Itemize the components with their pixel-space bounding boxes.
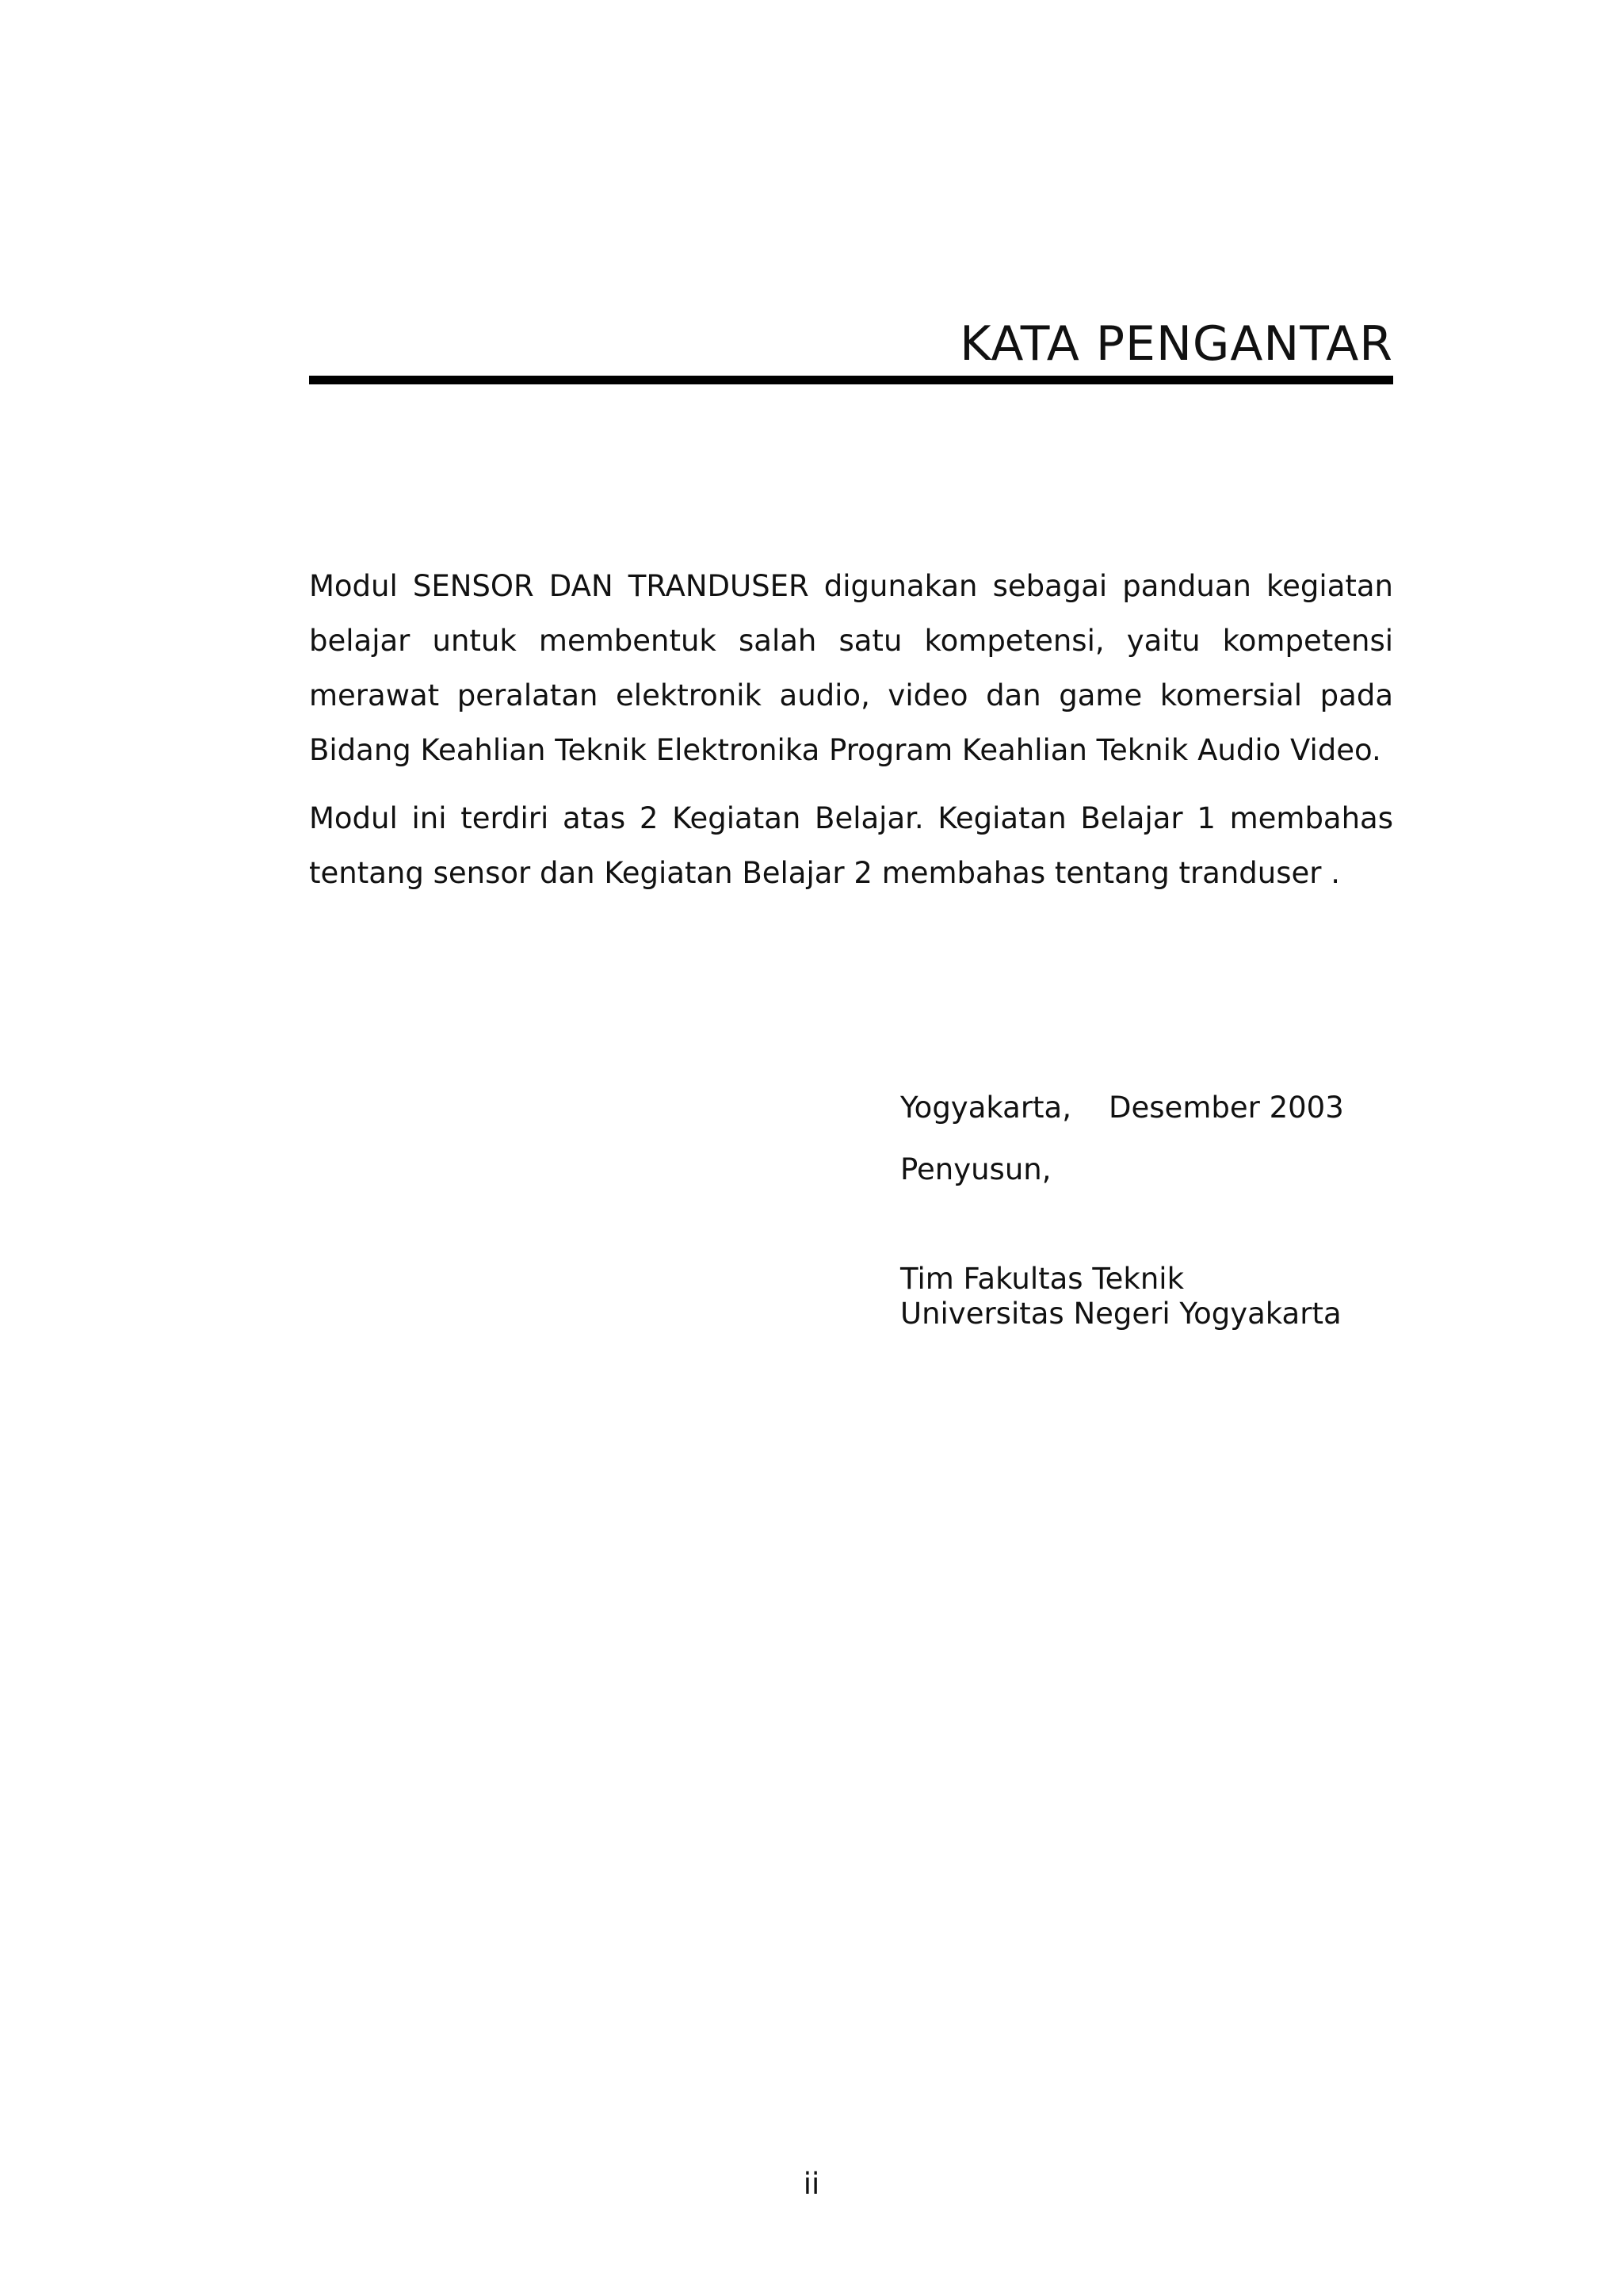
signature-place-date: Yogyakarta, Desember 2003 <box>900 1091 1344 1125</box>
page-title: KATA PENGANTAR <box>960 316 1393 372</box>
signature-author-line-2: Universitas Negeri Yogyakarta <box>900 1297 1342 1331</box>
paragraph-1: Modul SENSOR DAN TRANDUSER digunakan sebagai panduan kegiatan belajar untuk membentuk salah satu kompetensi, yaitu kompetensi merawat peralatan elektronik audio, video dan game komersial pada Bidang Keahlian Teknik Elektronika Program Keahlian Teknik Audio Video. <box>309 569 1393 767</box>
signature-author-line-1: Tim Fakultas Teknik <box>900 1262 1185 1296</box>
page-number: ii <box>803 2167 820 2201</box>
paragraph-2: Modul ini terdiri atas 2 Kegiatan Belajar. Kegiatan Belajar 1 membahas tentang sensor dan Kegiatan Belajar 2 membahas tentang tranduser . <box>309 801 1393 890</box>
title-underline <box>309 376 1393 384</box>
body-text <box>309 559 1393 900</box>
signature-role: Penyusun, <box>900 1152 1052 1186</box>
